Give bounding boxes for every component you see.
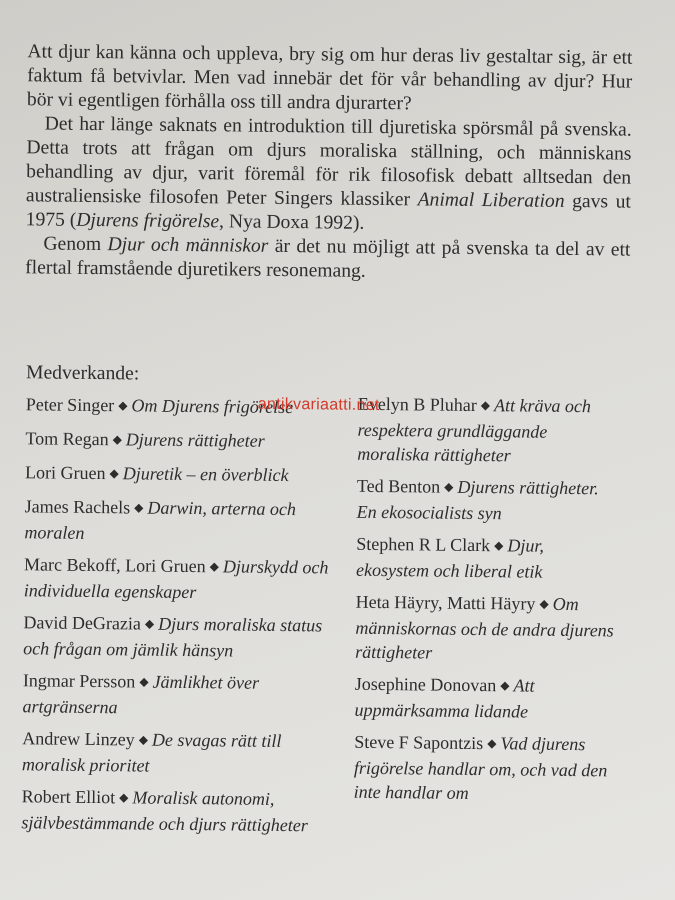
contributor-name: Robert Elliot xyxy=(21,786,116,808)
contributor-entry xyxy=(24,552,350,605)
diamond-separator-icon: ◆ xyxy=(138,732,149,747)
contributors-right-column xyxy=(354,392,623,815)
diamond-separator-icon: ◆ xyxy=(500,678,510,693)
contributor-entry xyxy=(22,726,348,779)
intro-p2-swedish-title: Djurens frigörelse xyxy=(76,209,220,233)
contribution-title: Att uppmärksamma lidande xyxy=(354,675,535,722)
contribution-title: Djur, ekosystem och liberal etik xyxy=(355,535,544,582)
contributor-entry xyxy=(357,474,623,527)
contribution-title: Om människornas och de andra djurens rättigheter xyxy=(355,593,614,663)
intro-paragraph-3 xyxy=(25,232,630,286)
contribution-title: Om Djurens frigörelse xyxy=(131,395,294,418)
watermark: antikvariaatti.net xyxy=(257,395,380,414)
diamond-separator-icon: ◆ xyxy=(118,398,128,413)
diamond-separator-icon: ◆ xyxy=(487,736,497,751)
diamond-separator-icon: ◆ xyxy=(109,466,119,481)
contribution-title: Jämlikhet över artgränserna xyxy=(22,671,260,718)
contribution-title: Vad djurens frigörelse handlar om, och vad den inte handlar om xyxy=(353,733,608,803)
contributor-name: David DeGrazia xyxy=(23,612,142,634)
diamond-separator-icon: ◆ xyxy=(494,538,504,553)
contribution-title: Djurskydd och individuella egenskaper xyxy=(23,556,329,603)
contributor-name: Lori Gruen xyxy=(24,462,106,484)
contributor-entry xyxy=(25,426,350,455)
contributor-name: Andrew Linzey xyxy=(22,728,135,750)
contribution-title: Djurens rättigheter xyxy=(125,429,265,451)
contributor-entry xyxy=(22,668,348,721)
contributor-entry xyxy=(354,730,620,807)
contributor-entry xyxy=(25,460,350,489)
contributor-name: Ted Benton xyxy=(356,475,441,497)
contributors-heading: Medverkande: xyxy=(25,362,140,385)
contribution-title: Att kräva och respektera grundläggande moraliska rättigheter xyxy=(357,395,592,466)
contributor-name: Peter Singer xyxy=(25,394,115,416)
diamond-separator-icon: ◆ xyxy=(480,398,491,413)
intro-p3-text-a: Genom xyxy=(43,233,108,256)
contributor-name: Ingmar Persson xyxy=(22,670,136,692)
diamond-separator-icon: ◆ xyxy=(134,500,144,515)
contribution-title: Djuretik – en överblick xyxy=(122,463,289,486)
intro-p2-text-c: gavs ut 1975 ( xyxy=(25,190,632,231)
contribution-title: Darwin, arterna och moralen xyxy=(24,497,296,543)
contribution-title: Moralisk autonomi, självbestämmande och djurs rättigheter xyxy=(21,787,308,836)
intro-p2-book-title: Animal Liberation xyxy=(417,189,565,212)
contributor-name: Stephen R L Clark xyxy=(356,533,491,556)
diamond-separator-icon: ◆ xyxy=(144,616,155,631)
intro-p3-text-c: är det nu möjligt att på svenska ta del av ett flertal framstående djuretikers resonemang. xyxy=(25,235,631,282)
diamond-separator-icon: ◆ xyxy=(119,790,129,805)
contributor-entry xyxy=(24,494,350,547)
contributor-name: Evelyn B Pluhar xyxy=(357,393,477,416)
intro-text xyxy=(25,40,632,286)
intro-p3-book-title: Djur och människor xyxy=(107,234,269,257)
diamond-separator-icon: ◆ xyxy=(444,479,454,494)
contributor-entry xyxy=(21,784,347,837)
contribution-title: Djurs moraliska status och frågan om jämlik hänsyn xyxy=(23,613,323,661)
contributor-name: James Rachels xyxy=(24,496,131,518)
contribution-title: De svagas rätt till moralisk prioritet xyxy=(21,729,282,776)
contributor-entry xyxy=(356,532,622,585)
contributor-name: Steve F Sapontzis xyxy=(354,731,484,754)
contributor-name: Josephine Donovan xyxy=(354,673,497,696)
diamond-separator-icon: ◆ xyxy=(209,559,219,574)
diamond-separator-icon: ◆ xyxy=(112,432,122,447)
contribution-title: Djurens rättigheter. En ekosocialists syn xyxy=(356,476,599,524)
contributor-entry xyxy=(23,610,349,663)
intro-paragraph-2 xyxy=(26,112,632,238)
contributor-entry xyxy=(354,672,620,725)
intro-p2-text-e: , Nya Doxa 1992). xyxy=(218,211,365,234)
contributor-name: Marc Bekoff, Lori Gruen xyxy=(23,554,206,577)
intro-paragraph-1: Att djur kan känna och uppleva, bry sig om hur deras liv gestaltar sig, är ett faktum få betvivlar. Men vad innebär det för vår behandling av djur? Hur bör vi egentligen förhålla oss till andra djurarter? xyxy=(26,41,633,115)
contributors-left-column xyxy=(21,392,351,845)
intro-p2-text-a: Det har länge saknats en introduktion till djuretiska spörsmål på svenska. Detta trots att frågan om djurs moraliska ställning, och människans behandling av djur, varit föremål för rik filosofisk debatt alltsedan den australiensiske filosofen Peter Singers klassiker xyxy=(25,113,632,211)
contributor-name: Heta Häyry, Matti Häyry xyxy=(355,591,536,614)
contributor-entry xyxy=(355,590,621,667)
diamond-separator-icon: ◆ xyxy=(139,674,149,689)
contributor-name: Tom Regan xyxy=(25,428,109,450)
diamond-separator-icon: ◆ xyxy=(539,596,549,611)
contributor-entry xyxy=(357,392,623,469)
